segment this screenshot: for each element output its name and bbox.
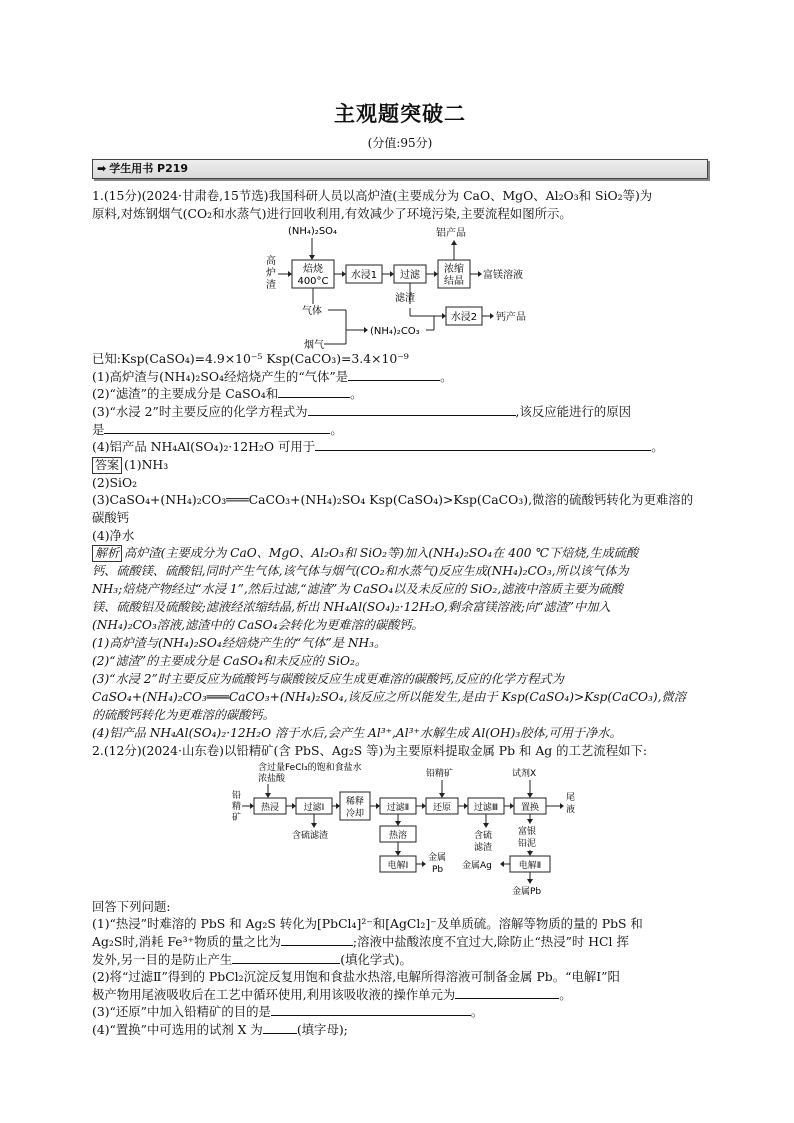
q2-sub1d xyxy=(92,951,708,969)
flow-conc-label-1: 浓缩 xyxy=(444,264,464,276)
flow-feed-3: 渣 xyxy=(266,280,276,292)
flow2-metal-ag: 金属Ag xyxy=(462,860,492,871)
q1-stem-1: 1.(15分)(2024·甘肃卷,15节选)我国科研人员以高炉渣(主要成分为 CaO、MgO、Al₂O₃和 SiO₂等)为 xyxy=(92,188,653,203)
flow2-ore-label: 铅精矿 xyxy=(426,768,454,779)
q2-sub1e-text: (填化学式)。 xyxy=(340,951,412,967)
q2-answer-prompt: 回答下列问题: xyxy=(92,898,171,914)
q1-sub1-blank[interactable] xyxy=(348,368,440,381)
flow2-replace: 置换 xyxy=(520,802,540,813)
q1-sub2-blank[interactable] xyxy=(278,385,350,398)
q2-sub2b: 极产物用尾液吸收后在工艺中循环使用,利用该吸收液的操作单元为 。 xyxy=(92,986,572,1002)
q1-answer-3b: 碳酸钙 xyxy=(92,509,130,525)
q2-flowchart xyxy=(0,760,794,898)
flow2-ag-rich-2: 铅泥 xyxy=(518,838,537,849)
q1-analysis-10: 的硫酸钙转化为更难溶的碳酸钙。 xyxy=(92,708,275,723)
q1-sub1: (1)高炉渣与(NH₄)₂SO₄经焙烧产生的“气体”是 。 xyxy=(92,368,453,384)
q1-known: 已知:Ksp(CaSO₄)=4.9×10⁻⁵ Ksp(CaCO₃)=3.4×10⁻⁹ xyxy=(92,351,409,367)
q2-sub2b-text: 极产物用尾液吸收后在工艺中循环使用,利用该吸收液的操作单元为 xyxy=(92,986,456,1002)
q1-answer-2: (2)SiO₂ xyxy=(92,474,138,490)
q1-analysis-6: (1)高炉渣与(NH₄)₂SO₄经焙烧产生的“气体”是 NH₃。 xyxy=(92,636,387,651)
flow2-hot-dissolve: 热溶 xyxy=(388,830,408,841)
flow2-s-residue-2a: 含硫 xyxy=(474,830,493,841)
q2-sub2a: (2)将“过滤Ⅱ”得到的 PbCl₂沉淀反复用饱和食盐水热溶,电解所得溶液可制备金属 Pb。“电解Ⅰ”阳 xyxy=(92,969,620,985)
q2-sub3-text: (3)“还原”中加入铅精矿的目的是 xyxy=(92,1004,271,1020)
flow2-dilute-1: 稀释 xyxy=(345,796,365,807)
flow2-metal-pb-3: 金属Pb xyxy=(512,886,542,897)
q1-flowchart xyxy=(0,222,794,350)
q2-sub3: (3)“还原”中加入铅精矿的目的是 。 xyxy=(92,1004,484,1020)
flow-gas: 气体 xyxy=(302,306,322,318)
q1-sub3 xyxy=(92,403,708,421)
q1-sub4-blank[interactable] xyxy=(315,438,651,451)
q2-sub1c-text: ;溶液中盐酸浓度不宜过大,除防止“热浸”时 HCl 挥 xyxy=(352,933,629,949)
q1-analysis-2: 钙、硫酸镁、硫酸铝,同时产生气体,该气体与烟气(CO₂和水蒸气)反应生成(NH₄)₂CO₃,所以该气体为 xyxy=(92,564,629,579)
flow2-tail-1: 尾 xyxy=(566,792,576,803)
flow-carbonate: (NH₄)₂CO₃ xyxy=(370,326,420,338)
q1-sub2-text: (2)“滤渣”的主要成分是 CaSO₄和 xyxy=(92,386,279,402)
score-note: (分值:95分) xyxy=(367,136,433,150)
worksheet-page xyxy=(92,98,708,1038)
flow2-filter3: 过滤Ⅲ xyxy=(473,802,499,813)
flow2-filter2: 过滤Ⅱ xyxy=(386,802,410,813)
q1-sub3-text: (3)“水浸 2”时主要反应的化学方程式为 xyxy=(92,403,308,419)
flow2-metal-pb-2: Pb xyxy=(432,864,444,875)
flow-filter-label: 过滤 xyxy=(400,270,420,282)
q2-sub4b-text: (填字母); xyxy=(296,1021,348,1037)
q1-sub4-text: (4)铝产品 NH₄Al(SO₄)₂·12H₂O 可用于 xyxy=(92,439,316,455)
flow-roast-label: 焙烧 xyxy=(303,264,323,276)
q1-sub1-text: (1)高炉渣与(NH₄)₂SO₄经焙烧产生的“气体”是 xyxy=(92,368,349,384)
q2-sub4 xyxy=(92,1021,708,1039)
q2-sub1a: (1)“热浸”时难溶的 PbS 和 Ag₂S 转化为[PbCl₄]²⁻和[AgCl₂]⁻及单质硫。溶解等物质的量的 PbS 和 xyxy=(92,916,643,932)
q2-sub1d-text: 发外,另一目的是防止产生 xyxy=(92,951,233,967)
flow2-ore-1: 铅 xyxy=(232,790,242,801)
page-title: 主观题突破二 xyxy=(334,102,466,126)
q1-sub4: (4)铝产品 NH₄Al(SO₄)₂·12H₂O 可用于 。 xyxy=(92,439,664,455)
flow-conc-label-2: 结晶 xyxy=(444,276,464,288)
flow2-reagent-x: 试剂X xyxy=(512,768,537,779)
flow-leach2-label: 水浸2 xyxy=(450,312,478,324)
flow2-s-residue-1: 含硫滤渣 xyxy=(292,830,329,841)
q1-sub2: (2)“滤渣”的主要成分是 CaSO₄和 。 xyxy=(92,386,363,402)
q1-sub3-text-3: 是 xyxy=(92,421,105,437)
flow-feed-1: 高 xyxy=(266,256,276,268)
q1-analysis-4: 镁、硫酸铝及硫酸铵;滤液经浓缩结晶,析出 NH₄Al(SO₄)₂·12H₂O,剩余富镁溶液;向“滤渣”中加入 xyxy=(92,600,611,615)
q1-analysis-1-text: 高炉渣(主要成分为 CaO、MgO、Al₂O₃和 SiO₂等)加入(NH₄)₂SO₄在 400 ℃下焙烧,生成硫酸 xyxy=(124,546,639,561)
q1-answer-1 xyxy=(92,456,708,474)
q1-analysis-9: CaSO₄+(NH₄)₂CO₃═══CaCO₃+(NH₄)₂SO₄,该反应之所以能发生,是由于 Ksp(CaSO₄)>Ksp(CaCO₃),微溶 xyxy=(92,690,686,705)
flow2-reduce: 还原 xyxy=(432,802,452,813)
q1-stem-2: 原料,对炼钢烟气(CO₂和水蒸气)进行回收利用,有效减少了环境污染,主要流程如图所示。 xyxy=(92,205,572,221)
flow-mg-solution: 富镁溶液 xyxy=(483,270,523,282)
flow-leach1-label: 水浸1 xyxy=(350,270,378,282)
flow2-elec1: 电解Ⅰ xyxy=(387,860,409,871)
q1-analysis-7: (2)“滤渣”的主要成分是 CaSO₄和未反应的 SiO₂。 xyxy=(92,654,368,669)
answer-tag: 答案 xyxy=(92,457,122,474)
flow2-metal-pb-1: 金属 xyxy=(428,852,447,863)
q1-analysis-8: (3)“水浸 2”时主要反应为硫酸钙与碳酸铵反应生成更难溶的碳酸钙,反应的化学方程式为 xyxy=(92,672,564,687)
q1-sub3-cont: 是 。 xyxy=(92,421,343,437)
q2-sub2-blank[interactable] xyxy=(455,986,559,999)
q1-analysis-1 xyxy=(92,544,708,562)
flow2-ore-2: 精 xyxy=(232,801,242,812)
flow-flue-gas: 烟气 xyxy=(304,340,324,351)
flow-roast-temp: 400°C xyxy=(297,276,329,288)
q1-analysis-11: (4)铝产品 NH₄Al(SO₄)₂·12H₂O 溶于水后,会产生 Al³⁺,Al³⁺水解生成 Al(OH)₃胶体,可用于净水。 xyxy=(92,726,622,741)
flow-al-product: 铝产品 xyxy=(436,228,466,240)
q2-sub1-blank-1[interactable] xyxy=(281,933,353,946)
flow-reagent-label: (NH₄)₂SO₄ xyxy=(288,226,338,238)
q2-stem: 2.(12分)(2024·山东卷)以铅精矿(含 PbS、Ag₂S 等)为主要原料提取金属 Pb 和 Ag 的工艺流程如下: xyxy=(92,743,648,759)
q1-answer-1-text: (1)NH₃ xyxy=(124,456,169,472)
q2-sub3-blank[interactable] xyxy=(271,1003,471,1016)
flow2-elec2: 电解Ⅱ xyxy=(518,860,542,871)
q1-answer-4: (4)净水 xyxy=(92,527,135,543)
flow2-dilute-2: 冷却 xyxy=(345,808,365,819)
analysis-tag: 解析 xyxy=(92,545,122,562)
q2-sub4-blank[interactable] xyxy=(263,1021,297,1034)
q2-sub4-text: (4)“置换”中可选用的试剂 X 为 xyxy=(92,1021,263,1037)
flow2-reagent-2: 浓盐酸 xyxy=(258,773,286,784)
flow2-filter1: 过滤Ⅰ xyxy=(303,802,325,813)
flow2-tail-2: 液 xyxy=(566,804,576,815)
flow2-hot-leach: 热浸 xyxy=(260,802,280,813)
q2-sub1b-text: Ag₂S时,消耗 Fe³⁺物质的量之比为 xyxy=(92,933,281,949)
arrow-icon: ➡ xyxy=(97,162,107,175)
flow-ca-product: 钙产品 xyxy=(496,312,526,324)
q1-answer-3a: (3)CaSO₄+(NH₄)₂CO₃═══CaCO₃+(NH₄)₂SO₄ Ksp(CaSO₄)>Ksp(CaCO₃),微溶的硫酸钙转化为更难溶的 xyxy=(92,492,694,508)
q1-sub3-blank-1[interactable] xyxy=(308,403,516,416)
flow2-reagent-1: 含过量FeCl₃的饱和食盐水 xyxy=(258,762,362,773)
q2-sub1b xyxy=(92,933,708,951)
flow2-ore-3: 矿 xyxy=(232,812,242,823)
q1-sub3-blank-2[interactable] xyxy=(104,421,330,434)
q1-analysis-5: (NH₄)₂CO₃溶液,滤渣中的 CaSO₄会转化为更难溶的碳酸钙。 xyxy=(92,618,424,633)
flow2-ag-rich-1: 富银 xyxy=(518,826,537,837)
q1-sub3-text-2: ,该反应能进行的原因 xyxy=(515,403,631,419)
flow-residue: 滤渣 xyxy=(395,293,415,305)
book-reference-bar xyxy=(92,159,708,179)
book-reference: 学生用书 P219 xyxy=(109,162,189,175)
q1-analysis-3: NH₃;焙烧产物经过“水浸 1”,然后过滤,“滤渣”为 CaSO₄以及未反应的 SiO₂,滤液中溶质主要为硫酸 xyxy=(92,582,623,597)
flow2-s-residue-2b: 滤渣 xyxy=(474,842,493,853)
q2-sub1-blank-2[interactable] xyxy=(232,951,340,964)
flow-feed-2: 炉 xyxy=(266,268,276,280)
